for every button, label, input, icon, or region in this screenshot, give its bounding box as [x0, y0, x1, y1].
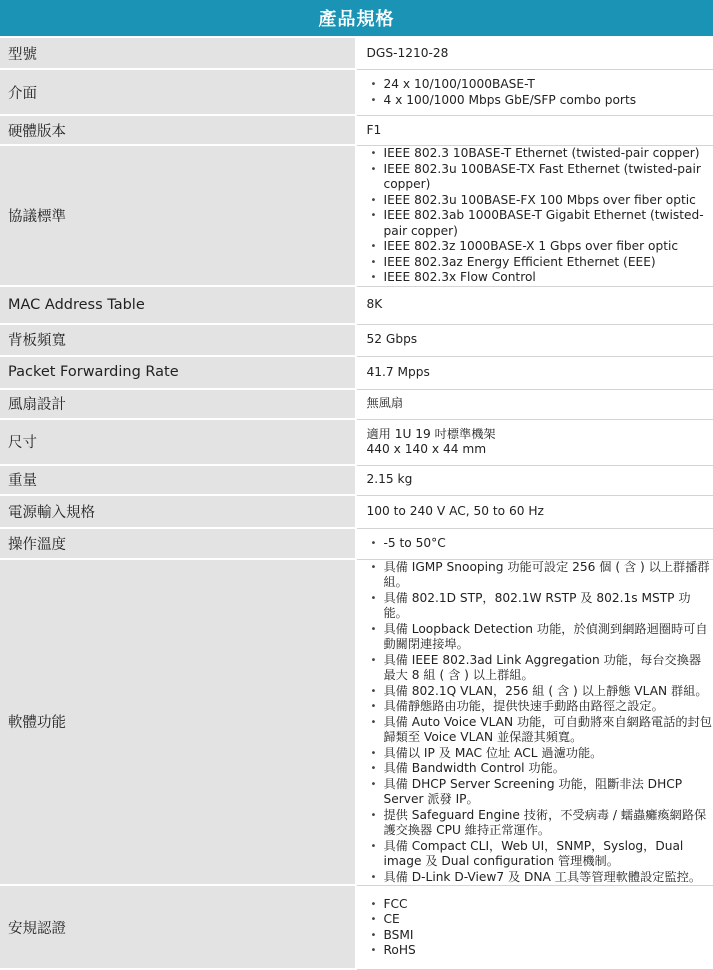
spec-bullet-item: • IEEE 802.3ab 1000BASE-T Gigabit Ethernet (twisted- pair copper) — [367, 208, 713, 239]
spec-value — [357, 529, 713, 560]
spec-bullet-item: • 具備 D-Link D-View7 及 DNA 工具等管理軟體設定監控。 — [367, 870, 713, 886]
spec-value — [357, 886, 713, 970]
spec-value — [357, 420, 713, 466]
spec-bullet-item: • 具備 IGMP Snooping 功能可設定 256 個 ( 含 ) 以上群播群組。 — [367, 560, 713, 591]
spec-bullet-list — [367, 560, 713, 886]
spec-row-backplane-bandwidth — [0, 325, 713, 357]
spec-value-text: DGS-1210-28 — [367, 46, 449, 60]
spec-value-text: 52 Gbps — [367, 332, 418, 346]
spec-value-text: 2.15 kg — [367, 472, 413, 486]
spec-bullet-item: • IEEE 802.3x Flow Control — [367, 270, 713, 286]
spec-bullet-item: • -5 to 50°C — [367, 536, 713, 552]
spec-value — [357, 560, 713, 887]
spec-bullet-item: • IEEE 802.3az Energy Efficient Ethernet (EEE) — [367, 255, 713, 271]
spec-bullet-item: • 具備靜態路由功能，提供快速手動路由路徑之設定。 — [367, 699, 713, 715]
spec-value — [357, 38, 713, 70]
spec-bullet-item: • 具備 802.1Q VLAN，256 組 ( 含 ) 以上靜態 VLAN 群組。 — [367, 684, 713, 700]
spec-bullet-item: • 具備 IEEE 802.3ad Link Aggregation 功能，每台交換器最大 8 組 ( 含 ) 以上群組。 — [367, 653, 713, 684]
spec-label: 背板頻寬 — [0, 325, 357, 357]
spec-bullet-item: • 具備 Auto Voice VLAN 功能，可自動將來自網路電話的封包歸類至 Voice VLAN 並保證其頻寬。 — [367, 715, 713, 746]
spec-bullet-item: • BSMI — [367, 928, 713, 944]
spec-label: 介面 — [0, 70, 357, 116]
spec-label: 安規認證 — [0, 886, 357, 970]
spec-title: 產品規格 — [0, 0, 713, 38]
spec-header-row — [0, 0, 713, 38]
spec-value — [357, 116, 713, 146]
spec-value-text: 41.7 Mpps — [367, 365, 430, 379]
spec-body — [0, 38, 713, 970]
spec-bullet-item: • 4 x 100/1000 Mbps GbE/SFP combo ports — [367, 93, 713, 109]
spec-value-text: 8K — [367, 297, 383, 311]
spec-value-line: 適用 1U 19 吋標準機架 — [367, 427, 713, 443]
spec-bullet-item: • IEEE 802.3u 100BASE-FX 100 Mbps over fiber optic — [367, 193, 713, 209]
spec-row-weight — [0, 466, 713, 496]
spec-bullet-item: • 具備 Bandwidth Control 功能。 — [367, 761, 713, 777]
spec-value — [357, 146, 713, 287]
spec-row-mac-address-table — [0, 287, 713, 325]
spec-value — [357, 496, 713, 529]
spec-bullet-item: • 提供 Safeguard Engine 技術，不受病毒 / 蠕蟲癱瘓網路保護交換器 CPU 維持正常運作。 — [367, 808, 713, 839]
spec-value — [357, 390, 713, 420]
spec-value-line: 440 x 140 x 44 mm — [367, 442, 713, 458]
spec-bullet-list — [367, 897, 713, 959]
spec-label: 協議標準 — [0, 146, 357, 287]
spec-bullet-item: • 具備 802.1D STP，802.1W RSTP 及 802.1s MSTP 功能。 — [367, 591, 713, 622]
spec-bullet-item: • RoHS — [367, 943, 713, 959]
spec-label: 風扇設計 — [0, 390, 357, 420]
spec-label: 尺寸 — [0, 420, 357, 466]
spec-value — [357, 466, 713, 496]
spec-bullet-item: • IEEE 802.3u 100BASE-TX Fast Ethernet (twisted-pair copper) — [367, 162, 713, 193]
spec-row-software-features — [0, 560, 713, 887]
spec-label: 操作溫度 — [0, 529, 357, 560]
spec-value — [357, 287, 713, 325]
spec-bullet-item: • 具備以 IP 及 MAC 位址 ACL 過濾功能。 — [367, 746, 713, 762]
spec-row-hw-version — [0, 116, 713, 146]
spec-label: 硬體版本 — [0, 116, 357, 146]
spec-bullet-item: • IEEE 802.3z 1000BASE-X 1 Gbps over fiber optic — [367, 239, 713, 255]
spec-bullet-list — [367, 77, 713, 108]
spec-value — [357, 357, 713, 390]
spec-row-power-input — [0, 496, 713, 529]
spec-value — [357, 325, 713, 357]
spec-label: 電源輸入規格 — [0, 496, 357, 529]
spec-value — [357, 70, 713, 116]
spec-bullet-item: • FCC — [367, 897, 713, 913]
spec-row-packet-forwarding-rate — [0, 357, 713, 390]
spec-label: 型號 — [0, 38, 357, 70]
spec-bullet-item: • 24 x 10/100/1000BASE-T — [367, 77, 713, 93]
spec-row-protocol-standards — [0, 146, 713, 287]
spec-bullet-item: • 具備 Compact CLI，Web UI，SNMP，Syslog，Dual image 及 Dual configuration 管理機制。 — [367, 839, 713, 870]
spec-bullet-item: • 具備 DHCP Server Screening 功能，阻斷非法 DHCP Server 派發 IP。 — [367, 777, 713, 808]
spec-row-operating-temperature — [0, 529, 713, 560]
spec-bullet-item: • IEEE 802.3 10BASE-T Ethernet (twisted-pair copper) — [367, 146, 713, 162]
spec-bullet-item: • CE — [367, 912, 713, 928]
spec-bullet-list — [367, 536, 713, 552]
spec-bullet-item: • 具備 Loopback Detection 功能，於偵測到網路迴圈時可自動關閉連接埠。 — [367, 622, 713, 653]
spec-value-text: F1 — [367, 123, 382, 137]
spec-value-text: 100 to 240 V AC, 50 to 60 Hz — [367, 504, 544, 518]
spec-label: Packet Forwarding Rate — [0, 357, 357, 390]
spec-row-model — [0, 38, 713, 70]
spec-label: 重量 — [0, 466, 357, 496]
spec-row-dimensions — [0, 420, 713, 466]
spec-label: MAC Address Table — [0, 287, 357, 325]
spec-row-fan-design — [0, 390, 713, 420]
spec-label: 軟體功能 — [0, 560, 357, 887]
spec-bullet-list — [367, 146, 713, 286]
spec-value-text: 無風扇 — [367, 396, 404, 410]
spec-row-certifications — [0, 886, 713, 970]
spec-row-interface — [0, 70, 713, 116]
